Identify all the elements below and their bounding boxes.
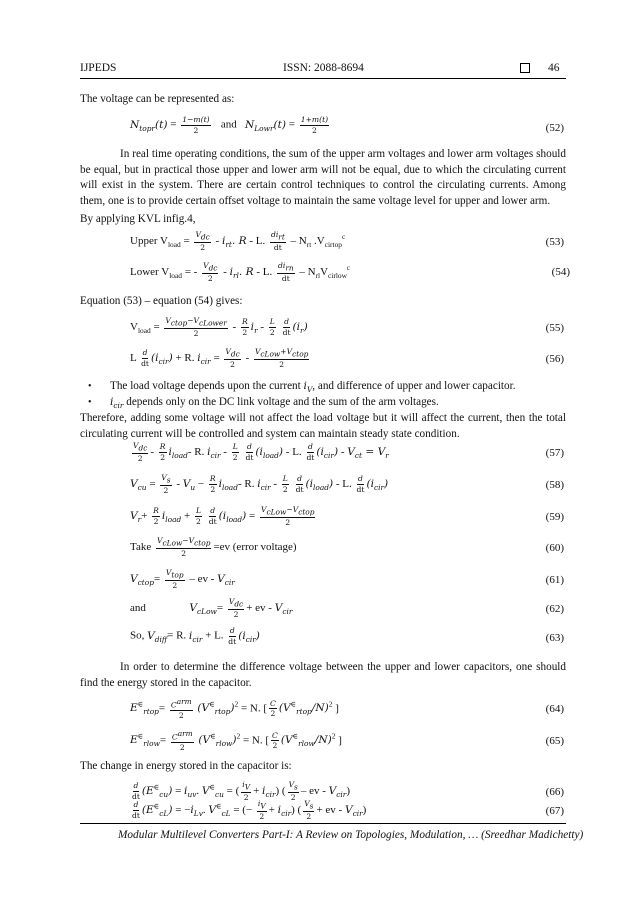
- eq-number: (64): [545, 703, 564, 715]
- bullet-dot: •: [88, 397, 92, 408]
- eq-number: (60): [545, 542, 564, 554]
- eq-number: (56): [545, 353, 564, 365]
- equation-57: $\frac{V_{dc}}{2}$ - $\frac{R}{2}$ $i_{load}-$ R. $i_{cir}$ - $\frac{L}{2}$ $\frac{d}{dt}$ $(i_{load})$ - L. $\frac{d}{dt}$ $(i_{cir}) - V_{ct} = V_r$: [133, 441, 389, 463]
- bullet-item: $i_{cir}$ depends only on the DC link voltage and the sum of the arm voltages.: [110, 396, 439, 411]
- and-word: and: [220, 118, 237, 131]
- equation-56: L $\frac{d}{dt}$ $(i_{cir}) + R$. $i_{cir}$ = $\frac{V_{dc}}{2}$ - $\frac{V_{cLow}+V_{ctop}}{2}$: [130, 347, 309, 369]
- eq-number: (54): [551, 266, 570, 278]
- equation-61: $V_{ctop}=$ $\frac{V_{top}}{2}$ – ev - $V_{cir}$: [130, 568, 235, 590]
- equation-66: $\frac{d}{dt}$ $(E^\in_{cu}) = i_{uv}$. $V^\in_{cu}$ = ( $\frac{i_V}{2}$ + $i_{cir}$) ( $\frac{V_s}{2}$ – ev - $V_{cir}$): [132, 780, 351, 802]
- paragraph-2: Therefore, adding some voltage will not affect the load voltage but it will affect the current, then the total circulating current will be controlled and system can maintain steady state condition.: [80, 412, 566, 440]
- eq-number: (61): [545, 574, 564, 586]
- equation-55: $V_{load}$ = $\frac{V_{ctop}-V_{cLower}}{2}$ - $\frac{R}{2}$ $i_r$ - $\frac{L}{2}$ $\frac{d}{dt}$ $(i_r)$: [130, 316, 308, 338]
- footer-rule: [80, 823, 566, 824]
- equation-65: $E^\in_{rlow}=$ $\frac{C^{arm}}{2}$ $(V^\in_{rlow})^2 = N$. [ $\frac{C}{2}$ $(V^\in_{rlow}/N)^2$ ]: [130, 729, 342, 753]
- equation-67: $\frac{d}{dt}$ $(E^\in_{cL}) = -i_{Lv}$. $V^\in_{cL}$ = (− $\frac{i_V}{2}$ + $i_{cir}$) ( $\frac{V_s}{2}$ + ev - $V_{cir}$): [132, 799, 367, 821]
- equation-62: and $V_{cLow}=$ $\frac{V_{dc}}{2}$ + ev - $V_{cir}$: [130, 597, 293, 619]
- eq-number: (57): [545, 447, 564, 459]
- equation-63: So, $V_{diff}= R$. $i_{cir} + L$. $\frac{d}{dt}$ $(i_{cir})$: [130, 626, 260, 646]
- equation-difference-text: Equation (53) – equation (54) gives:: [80, 295, 243, 307]
- eq-number: (66): [545, 786, 564, 798]
- bullet-dot: •: [88, 381, 92, 392]
- eq-number: (63): [545, 632, 564, 644]
- equation-58: $V_{cu}$ = $\frac{V_s}{2}$ - $V_u$ − $\frac{R}{2}$ $i_{load}-$ R. $i_{cir}$ - $\frac{L}{2}$ $\frac{d}{dt}$ $(i_{load})$ - L. $\frac{d}{dt}$ $(i_{cir})$: [130, 473, 389, 495]
- equation-53: Upper $V_{load}$ = $\frac{V_{dc}}{2}$ - $i_{rt}$. R - L. $\frac{di_{rt}}{dt}$ – $N_{rt}$ $.V_{cirtop}^c$: [130, 230, 346, 252]
- intro-text: The voltage can be represented as:: [80, 93, 235, 105]
- header-rule: [80, 78, 566, 79]
- bullet-item: The load voltage depends upon the current $i_V$, and difference of upper and lower capacitor.: [110, 380, 516, 395]
- eq-number: (52): [545, 122, 564, 134]
- footer-text: Modular Multilevel Converters Part-I: A Review on Topologies, Modulation, … (Sreedhar Madichetty): [118, 829, 584, 841]
- eq-number: (53): [545, 236, 564, 248]
- equation-64: $E^\in_{rtop}=$ $\frac{C^{arm}}{2}$ $(V^\in_{rtop})^2 = N$. [ $\frac{C}{2}$ $(V^\in_{rtop}/N)^2$ ]: [130, 697, 339, 721]
- equation-54: Lower $V_{load}$ = - $\frac{V_{dc}}{2}$ - $i_{rl}$. R - L. $\frac{di_{rn}}{dt}$ – $N_{rl}V_{cirlow}^c$: [130, 261, 351, 283]
- paragraph-3: In order to determine the difference voltage between the upper and lower capacitors, one should find the energy stored in the capacitor.: [80, 661, 566, 689]
- eq-number: (58): [545, 479, 564, 491]
- equation-60: Take $\frac{V_{cLow}-V_{ctop}}{2}$ =ev (error voltage): [130, 536, 297, 558]
- eq-number: (67): [545, 805, 564, 817]
- eq-number: (62): [545, 603, 564, 615]
- equation-59: $V_r+$ $\frac{R}{2}$ $i_{load}$ + $\frac{L}{2}$ $\frac{d}{dt}$ $(i_{load})$ = $\frac{V_{cLow}-V_{ctop}}{2}$: [130, 505, 315, 527]
- eq-number: (59): [545, 511, 564, 523]
- eq-number: (55): [545, 322, 564, 334]
- paragraph-1: In real time operating conditions, the sum of the upper arm voltages and lower arm voltages should be equal, but in practical those upper and lower arm will not be equal, due to which the circulating current will exist in the system. There are certain control techniques to control the circulating currents. Among them, one is to provide certain offset voltage to maintain the same voltage level for upper and lower arm.: [80, 148, 566, 207]
- eq-number: (65): [545, 735, 564, 747]
- page-number: 46: [548, 62, 560, 74]
- equation-52: $N_{topr}(t)$ = $\frac{1-m(t)}{2}$ and $N_{Lowr}(t)$ = $\frac{1+m(t)}{2}$: [130, 115, 329, 135]
- change-text: The change in energy stored in the capacitor is:: [80, 760, 292, 772]
- journal-name: IJPEDS: [80, 62, 117, 74]
- issn: ISSN: 2088-8694: [283, 62, 364, 74]
- checkbox-icon: [520, 62, 534, 74]
- kvl-text: By applying KVL infig.4,: [80, 213, 196, 225]
